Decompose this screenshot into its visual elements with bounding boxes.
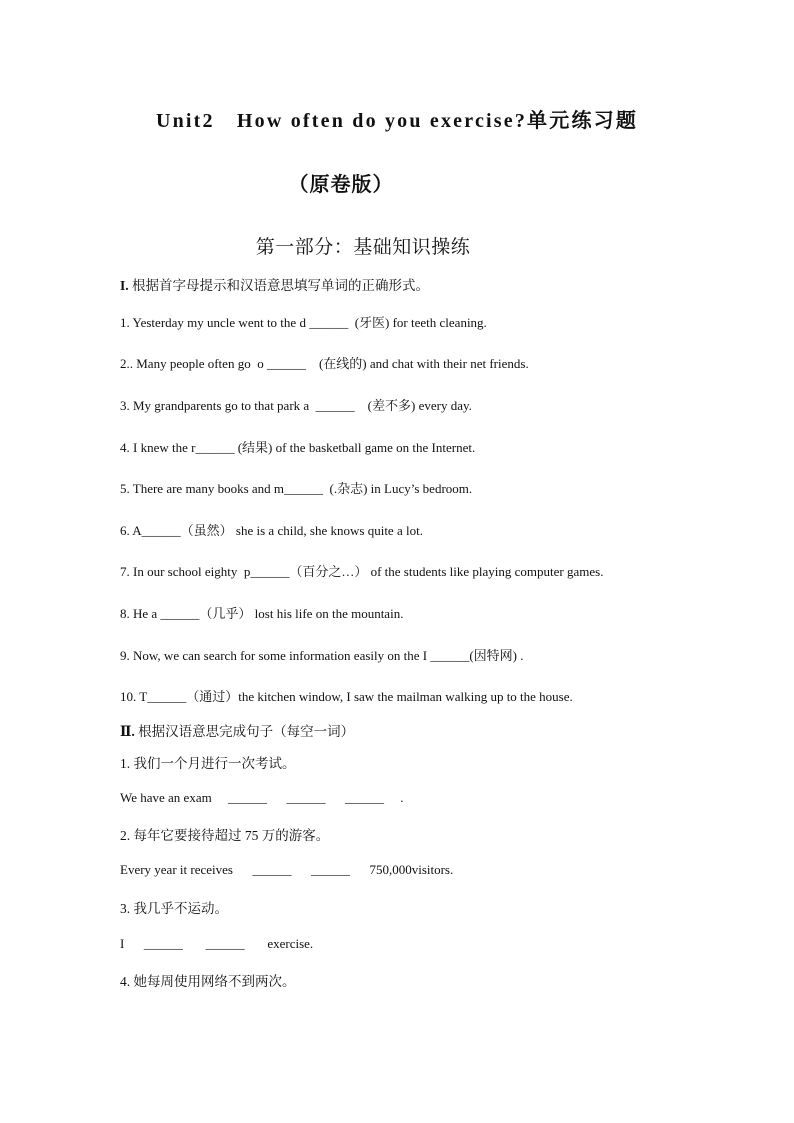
exercise-2-prompt: 4. 她每周使用网络不到两次。 xyxy=(120,974,296,989)
document-title: Unit2 How often do you exercise?单元练习题 xyxy=(155,110,639,132)
exercise-2-sentence: Every year it receives ______ ______ 750,000visitors. xyxy=(120,862,454,877)
section-2-numeral: Ⅱ. xyxy=(120,724,135,739)
exercise-1-item: 1. Yesterday my uncle went to the d ______ (牙医) for teeth cleaning. xyxy=(120,315,487,330)
section-1-instruction: 根据首字母提示和汉语意思填写单词的正确形式。 xyxy=(128,278,430,293)
exercise-1-item: 6. A______（虽然） she is a child, she knows quite a lot. xyxy=(120,523,423,538)
exercise-2-prompt: 2. 每年它要接待超过 75 万的游客。 xyxy=(120,828,330,843)
section-2-heading xyxy=(120,720,354,740)
document-subtitle: （原卷版） xyxy=(288,174,394,196)
exercise-2-sentence: We have an exam ______ ______ ______ . xyxy=(120,790,404,805)
exercise-1-item: 9. Now, we can search for some information easily on the I ______(因特网) . xyxy=(120,648,524,663)
exercise-1-item: 4. I knew the r______ (结果) of the basketball game on the Internet. xyxy=(120,440,476,455)
exercise-1-item: 7. In our school eighty p______（百分之…） of the students like playing computer games. xyxy=(120,564,604,579)
exercise-2-prompt: 1. 我们一个月进行一次考试。 xyxy=(120,756,296,771)
exercise-2-prompt: 3. 我几乎不运动。 xyxy=(120,901,228,916)
exercise-1-item: 8. He a ______（几乎） lost his life on the mountain. xyxy=(120,606,404,621)
section-1-numeral: I. xyxy=(120,278,129,293)
exercise-2-sentence: I ______ ______ exercise. xyxy=(120,936,314,951)
exercise-1-item: 2.. Many people often go o ______ (在线的) and chat with their net friends. xyxy=(120,356,529,371)
exercise-1-item: 3. My grandparents go to that park a ______ (差不多) every day. xyxy=(120,398,472,413)
exercise-1-item: 10. T______（通过）the kitchen window, I saw the mailman walking up to the house. xyxy=(120,689,573,704)
exercise-1-item: 5. There are many books and m______ (.杂志) in Lucy’s bedroom. xyxy=(120,481,473,496)
section-2-instruction: 根据汉语意思完成句子（每空一词） xyxy=(134,724,355,739)
part-heading: 第一部分：基础知识操练 xyxy=(255,237,471,258)
section-1-heading xyxy=(120,274,429,294)
